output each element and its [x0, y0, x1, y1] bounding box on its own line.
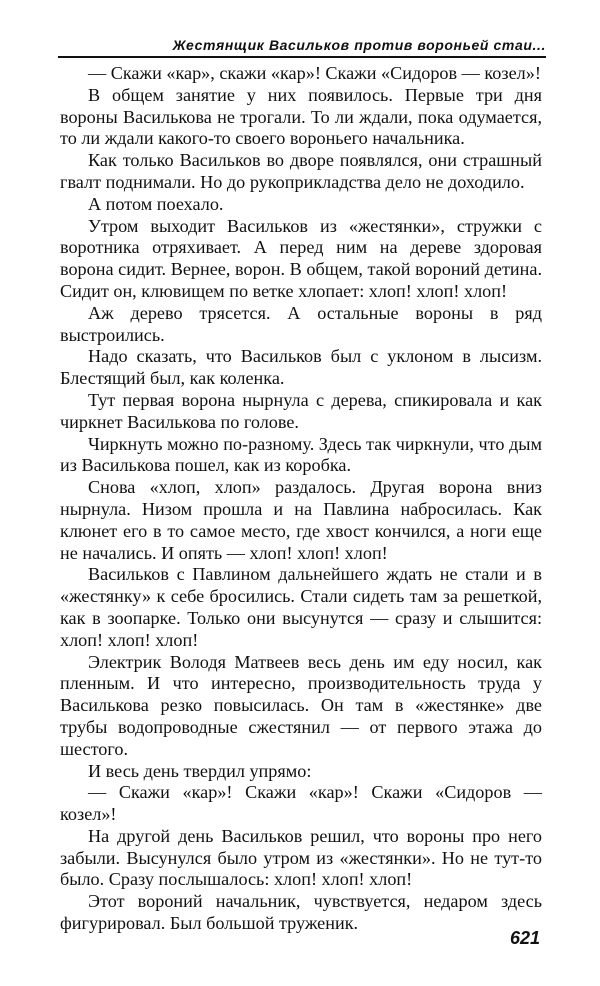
page-number: 621	[509, 928, 540, 948]
paragraph: Электрик Володя Матвеев весь день им еду носил, как пленным. И что интересно, производительность труда у Василькова резко повысилась. Он там в «жестянке» две трубы водопроводные сжестянил — от первого этажа до шестого.	[60, 651, 542, 759]
paragraph: Надо сказать, что Васильков был с уклоном в лысизм. Блестящий был, как коленка.	[60, 346, 542, 389]
paragraph: — Скажи «кар», скажи «кар»! Скажи «Сидоров — козел»!	[88, 63, 541, 83]
paragraph: В общем занятие у них появилось. Первые три дня вороны Василькова не трогали. То ли ждали, пока одумается, то ли ждали какого-то своего вороньего начальника.	[60, 84, 542, 149]
paragraph: Чиркнуть можно по-разному. Здесь так чиркнули, что дым из Василькова пошел, как из коробка.	[60, 433, 542, 476]
paragraph: На другой день Васильков решил, что вороны про него забыли. Высунулся было утром из «жестянки». Но не тут-то было. Сразу послышалось: хлоп! хлоп! хлоп!	[60, 825, 542, 890]
paragraph: И весь день твердил упрямо:	[88, 760, 312, 781]
paragraph: Как только Васильков во дворе появлялся, они страшный гвалт поднимали. Но до рукоприкладства дело не доходило.	[60, 150, 542, 192]
running-header: Жестянщик Васильков против вороньей стаи...	[58, 36, 546, 58]
paragraph: Этот вороний начальник, чувствуется, недаром здесь фигурировал. Был большой труженик.	[60, 891, 542, 934]
paragraph: Васильков с Павлином дальнейшего ждать не стали и в «жестянку» к себе бросились. Стали сидеть там за решеткой, как в зоопарке. Только они высунутся — сразу и слышится: хлоп! хлоп! хлоп!	[60, 564, 542, 650]
body-text	[60, 63, 542, 935]
paragraph: Снова «хлоп, хлоп» раздалось. Другая ворона вниз нырнула. Низом прошла и на Павлина набросилась. Как клюнет его в то самое место, где хвост кончился, а ноги еще не начались. И опять — хлоп! хлоп! хлоп!	[60, 477, 542, 563]
paragraph: Тут первая ворона нырнула с дерева, спикировала и как чиркнет Василькова по голове.	[60, 389, 542, 432]
paragraph: Утром выходит Васильков из «жестянки», стружки с воротника отряхивает. А перед ним на дереве здоровая ворона сидит. Вернее, ворон. В общем, такой вороний детина. Сидит он, клювищем по ветке хлопает: хлоп! хлоп! хлоп!	[60, 215, 542, 301]
paragraph: Аж дерево трясется. А остальные вороны в ряд выстроились.	[60, 302, 542, 345]
paragraph: А потом поехало.	[88, 193, 224, 214]
paragraph: — Скажи «кар»! Скажи «кар»! Скажи «Сидоров — козел»!	[60, 782, 542, 825]
